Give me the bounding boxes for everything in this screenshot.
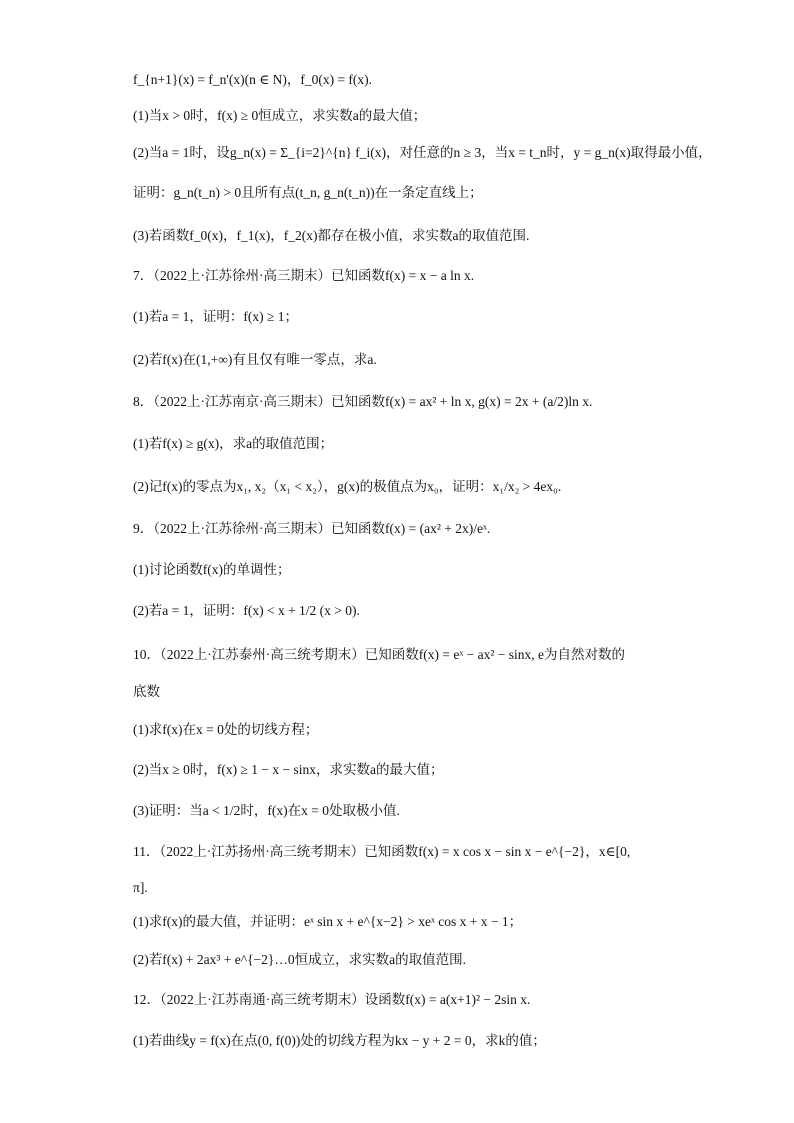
text-line: f_{n+1}(x) = f_n'(x)(n ∈ N)，f_0(x) = f(x). [133, 72, 373, 87]
text-line: 11．（2022上·江苏扬州·高三统考期末）已知函数f(x) = x cos x − sin x − e^{−2}，x∈[0, [133, 844, 631, 859]
text-line: (2)记f(x)的零点为x₁, x₂（x₁ < x₂），g(x)的极值点为x₀，证明：x₁/x₂ > 4ex₀. [133, 479, 562, 494]
text-line: (1)若a = 1，证明：f(x) ≥ 1； [133, 309, 298, 324]
text-line: 9．（2022上·江苏徐州·高三期末）已知函数f(x) = (ax² + 2x)/eˣ. [133, 521, 491, 536]
text-line: 8．（2022上·江苏南京·高三期末）已知函数f(x) = ax² + ln x, g(x) = 2x + (a/2)ln x. [133, 394, 593, 409]
text-line: (1)当x > 0时，f(x) ≥ 0恒成立，求实数a的最大值； [133, 108, 427, 123]
text-line: (2)若a = 1，证明：f(x) < x + 1/2 (x > 0). [133, 603, 360, 618]
text-line: 7．（2022上·江苏徐州·高三期末）已知函数f(x) = x − a ln x. [133, 268, 475, 283]
text-line: (1)求f(x)的最大值，并证明：eˣ sin x + e^{x−2} > xeˣ cos x + x − 1； [133, 914, 523, 929]
text-line: 12．（2022上·江苏南通·高三统考期末）设函数f(x) = a(x+1)² − 2sin x. [133, 992, 531, 1007]
text-line: (2)当a = 1时，设g_n(x) = Σ_{i=2}^{n} f_i(x)，对任意的n ≥ 3，当x = t_n时，y = g_n(x)取得最小值， [133, 145, 712, 160]
text-line: (2)当x ≥ 0时，f(x) ≥ 1 − x − sinx，求实数a的最大值； [133, 762, 444, 777]
text-line: (1)求f(x)在x = 0处的切线方程； [133, 722, 319, 737]
text-line: (1)若曲线y = f(x)在点(0, f(0))处的切线方程为kx − y + 2 = 0，求k的值； [133, 1033, 546, 1048]
text-line: (3)证明：当a < 1/2时，f(x)在x = 0处取极小值. [133, 803, 400, 818]
text-line: (1)若f(x) ≥ g(x)，求a的取值范围； [133, 436, 334, 451]
text-line: 10．（2022上·江苏泰州·高三统考期末）已知函数f(x) = eˣ − ax² − sinx, e为自然对数的 [133, 647, 625, 662]
text-line: 证明：g_n(t_n) > 0且所有点(t_n, g_n(t_n))在一条定直线上； [133, 185, 483, 200]
text-line: 底数 [133, 684, 160, 699]
text-line: (2)若f(x)在(1,+∞)有且仅有唯一零点，求a. [133, 352, 377, 367]
text-line: (2)若f(x) + 2ax³ + e^{−2}…0恒成立，求实数a的取值范围. [133, 952, 467, 967]
text-line: π]. [133, 880, 148, 895]
text-line: (1)讨论函数f(x)的单调性； [133, 562, 291, 577]
text-line: (3)若函数f_0(x)，f_1(x)，f_2(x)都存在极小值，求实数a的取值范围. [133, 228, 530, 243]
